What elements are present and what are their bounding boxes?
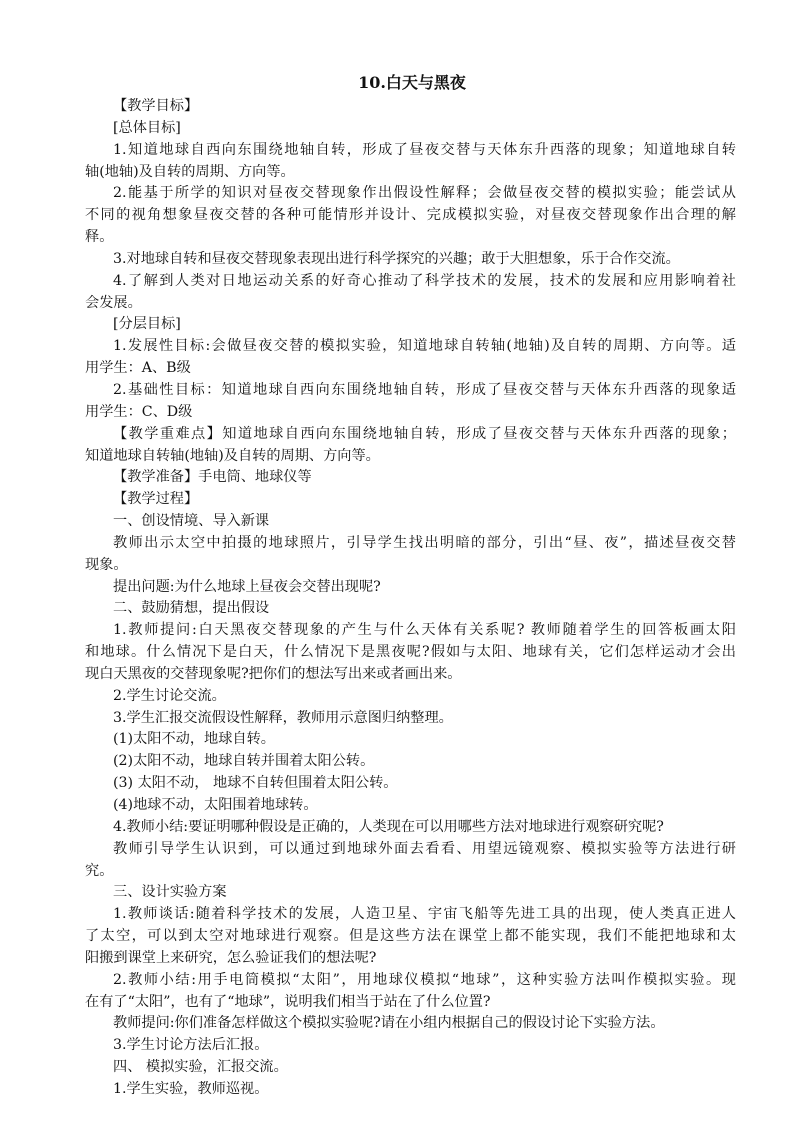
text-line: 1.教师谈话:随着科学技术的发展，人造卫星、宇宙飞船等先进工具的出现，使人类真正进人 [113, 906, 736, 923]
text-line: 阳搬到课堂上来研究，怎么验证我们的想法呢? [85, 949, 377, 966]
text-line: 2.教师小结:用手电筒模拟“太阳”，用地球仪模拟“地球”，这种实验方法叫作模拟实验。现 [113, 971, 736, 988]
text-line: (2)太阳不动，地球自转并围着太阳公转。 [113, 753, 375, 770]
text-line: 知道地球自转轴(地轴)及自转的周期、方向等。 [85, 447, 380, 464]
text-line: 现白天黑夜的交替现象呢?把你们的想法写出来或者画出来。 [85, 665, 462, 682]
text-line: 教师提问:你们准备怎样做这个模拟实验呢?请在小组内根据自己的假设讨论下实验方法。 [113, 1015, 665, 1032]
text-line: 究。 [85, 862, 114, 879]
text-line: 三、设计实验方案 [113, 884, 227, 901]
document-body [85, 96, 736, 1101]
text-line: 1.教师提问:白天黑夜交替现象的产生与什么天体有关系呢? 教师随着学生的回答板画太阳 [113, 622, 736, 639]
text-line: 轴(地轴)及自转的周期、方向等。 [85, 163, 295, 180]
text-line: 用学生：C、D级 [85, 403, 193, 420]
text-line: 4.教师小结:要证明哪种假设是正确的，人类现在可以用哪些方法对地球进行观察研究呢? [113, 818, 664, 835]
text-line: 四、 模拟实验，汇报交流。 [113, 1059, 288, 1076]
document-page [85, 70, 736, 1101]
text-line: 释。 [85, 229, 114, 246]
text-line: 1.发展性目标:会做昼夜交替的模拟实验，知道地球自转轴(地轴)及自转的周期、方向等。适 [113, 338, 736, 355]
text-line: 和地球。什么情况下是白天，什么情况下是黑夜呢?假如与太阳、地球有关，它们怎样运动才会出 [85, 644, 736, 661]
text-line: 1.知道地球自西向东围绕地轴自转，形成了昼夜交替与天体东升西落的现象；知道地球自转 [113, 141, 736, 158]
text-line: (3) 太阳不动， 地球不自转但围着太阳公转。 [113, 775, 398, 792]
text-line: 了太空，可以到太空对地球进行观察。但是这些方法在课堂上都不能实现，我们不能把地球和太 [85, 928, 736, 945]
text-line: 2.基础性目标：知道地球自西向东围绕地轴自转，形成了昼夜交替与天体东升西落的现象适 [113, 381, 736, 398]
text-line: 【教学过程】 [113, 491, 199, 508]
text-line: 3.对地球自转和昼夜交替现象表现出进行科学探究的兴趣；敢于大胆想象，乐于合作交流。 [113, 250, 680, 267]
text-line: [分层目标] [113, 316, 181, 333]
text-line: 3.学生讨论方法后汇报。 [113, 1037, 269, 1054]
text-line: 1.学生实验，教师巡视。 [113, 1080, 269, 1097]
text-line: 一、创设情境、导入新课 [113, 513, 270, 530]
text-line: 2.学生讨论交流。 [113, 687, 226, 704]
text-line: 教师引导学生认识到，可以通过到地球外面去看看、用望远镜观察、模拟实验等方法进行研 [113, 840, 736, 857]
text-line: 不同的视角想象昼夜交替的各种可能情形并设计、完成模拟实验，对昼夜交替现象作出合理的解 [85, 207, 736, 224]
text-line: 【教学重难点】知道地球自西向东围绕地轴自转，形成了昼夜交替与天体东升西落的现象； [113, 425, 736, 442]
text-line: 提出问题:为什么地球上昼夜会交替出现呢? [113, 578, 381, 595]
text-line: (4)地球不动，太阳围着地球转。 [113, 797, 318, 813]
text-line: 教师出示太空中拍摄的地球照片，引导学生找出明暗的部分，引出“昼、夜”，描述昼夜交替 [113, 534, 736, 551]
text-line: 用学生：A、B级 [85, 360, 191, 377]
text-line: 【教学目标】 [113, 98, 199, 114]
text-line: 在有了“太阳”，也有了“地球”，说明我们相当于站在了什么位置? [85, 993, 491, 1010]
text-line: 4.了解到人类对日地运动关系的好奇心推动了科学技术的发展，技术的发展和应用影响着社 [113, 272, 736, 289]
text-line: (1)太阳不动，地球自转。 [113, 731, 275, 748]
page-title: 10.白天与黑夜 [358, 73, 466, 92]
text-line: 现象。 [85, 556, 128, 573]
text-line: 3.学生汇报交流假设性解释，教师用示意图归纳整理。 [113, 709, 453, 726]
text-line: 二、鼓励猜想，提出假设 [113, 600, 270, 617]
text-line: 【教学准备】手电筒、地球仪等 [113, 469, 312, 486]
text-line: 会发展。 [85, 294, 142, 311]
text-line: [总体目标] [113, 119, 181, 136]
text-line: 2.能基于所学的知识对昼夜交替现象作出假设性解释；会做昼夜交替的模拟实验；能尝试从 [113, 185, 736, 202]
